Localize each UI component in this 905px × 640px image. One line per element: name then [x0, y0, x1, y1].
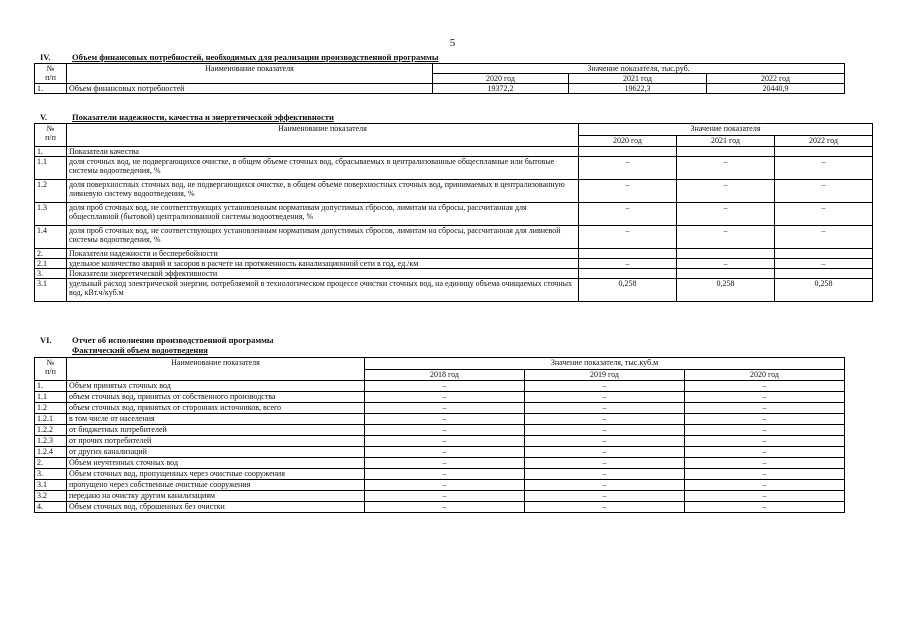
table-row: [35, 269, 873, 279]
row-value: –: [685, 381, 845, 392]
row-name: объем сточных вод, принятых от сторонних источников, всего: [67, 403, 365, 414]
row-value: –: [685, 469, 845, 480]
row-number: 3.1: [35, 279, 67, 302]
header-year: 2020 год: [685, 370, 845, 381]
row-value: –: [525, 403, 685, 414]
table-row: [35, 381, 845, 392]
header-year: 2021 год: [677, 136, 775, 147]
row-value: [775, 249, 873, 259]
section-6-number: VI.: [40, 335, 52, 345]
table-row: [35, 447, 845, 458]
table-row: [35, 403, 845, 414]
row-name: Показатели энергетической эффективности: [67, 269, 579, 279]
row-number: 1.: [35, 84, 67, 94]
row-number: 1.: [35, 381, 67, 392]
row-value: [579, 269, 677, 279]
row-name: Показатели качества: [67, 147, 579, 157]
row-name: Объем сточных вод, сброшенных без очистки: [67, 502, 365, 513]
row-value: –: [685, 392, 845, 403]
row-number: 1.1: [35, 392, 67, 403]
header-number: № п/п: [35, 358, 67, 381]
row-number: 1.2.2: [35, 425, 67, 436]
row-value: –: [677, 157, 775, 180]
row-number: 4.: [35, 502, 67, 513]
row-number: 3.: [35, 469, 67, 480]
section-4-number: IV.: [40, 52, 51, 62]
row-value: –: [525, 414, 685, 425]
header-indicator-name: Наименование показателя: [67, 64, 433, 84]
page-number: 5: [449, 37, 456, 49]
header-value: Значение показателя, тыс.куб.м: [365, 358, 845, 370]
header-year: 2019 год: [525, 370, 685, 381]
row-value: 0,258: [677, 279, 775, 302]
table-row: [35, 480, 845, 491]
section-5-number: V.: [40, 112, 48, 122]
row-value: –: [677, 180, 775, 203]
table-row: [35, 157, 873, 180]
row-value: –: [685, 403, 845, 414]
row-value: –: [685, 502, 845, 513]
row-value: [775, 147, 873, 157]
row-name: доля проб сточных вод, не соответствующих установленным нормативам допустимых сбросов, лимитам на сбросы, рассчитанная для общесплавной (бытовой) централизованной системы водоотведения, %: [67, 203, 579, 226]
row-value: –: [525, 491, 685, 502]
row-value: –: [525, 392, 685, 403]
table-row: [35, 226, 873, 249]
row-name: удельное количество аварий и засоров в расчете на протяженность канализационной сети в год, ед./км: [67, 259, 579, 269]
row-name: Объем сточных вод, пропущенных через очистные сооружения: [67, 469, 365, 480]
section-5-title: Показатели надежности, качества и энергетической эффективности: [72, 112, 334, 122]
row-number: 3.1: [35, 480, 67, 491]
row-name: удельный расход электрической энергии, потребляемой в технологическом процессе очистки сточных вод, на единицу объема очищаемых сточных вод, кВт.ч/куб.м: [67, 279, 579, 302]
table-row: [35, 458, 845, 469]
table-row: [35, 203, 873, 226]
table-row: [35, 84, 845, 94]
row-value: –: [365, 469, 525, 480]
row-number: 2.: [35, 249, 67, 259]
section-6-heading: [40, 335, 274, 345]
row-number: 1.3: [35, 203, 67, 226]
row-value: –: [685, 447, 845, 458]
row-number: 1.2: [35, 180, 67, 203]
row-name: Объем принятых сточных вод: [67, 381, 365, 392]
row-value: –: [525, 502, 685, 513]
row-value: –: [685, 436, 845, 447]
row-value: –: [365, 502, 525, 513]
row-value: –: [525, 436, 685, 447]
row-name: объем сточных вод, принятых от собственного производства: [67, 392, 365, 403]
row-number: 1.2.3: [35, 436, 67, 447]
header-year: 2021 год: [569, 74, 707, 84]
row-number: 1.2: [35, 403, 67, 414]
row-value: –: [525, 458, 685, 469]
row-value: –: [525, 480, 685, 491]
row-value: –: [685, 480, 845, 491]
row-value: –: [365, 491, 525, 502]
row-value: –: [525, 469, 685, 480]
row-value: –: [525, 425, 685, 436]
row-value: –: [579, 157, 677, 180]
row-name: доля сточных вод, не подвергающихся очистке, в общем объеме сточных вод, сбрасываемых в централизованные общесплавные или бытовые системы водоотведения, %: [67, 157, 579, 180]
row-value: –: [677, 203, 775, 226]
header-value: Значение показателя, тыс.руб.: [433, 64, 845, 74]
row-name: Объем финансовых потребностей: [67, 84, 433, 94]
row-name: в том числе от населения: [67, 414, 365, 425]
table-row: [35, 436, 845, 447]
row-value: –: [579, 180, 677, 203]
row-value: –: [365, 425, 525, 436]
table-row: [35, 425, 845, 436]
row-name: от других канализаций: [67, 447, 365, 458]
row-value: 0,258: [775, 279, 873, 302]
section-4-title: Объем финансовых потребностей, необходимых для реализации производственной программы: [72, 52, 439, 62]
row-value: –: [579, 203, 677, 226]
row-value: [579, 147, 677, 157]
row-value: –: [775, 259, 873, 269]
header-year: 2022 год: [775, 136, 873, 147]
row-value: –: [525, 381, 685, 392]
row-name: пропущено через собственные очистные сооружения: [67, 480, 365, 491]
row-value: 19372,2: [433, 84, 569, 94]
table-row: [35, 279, 873, 302]
table-row: [35, 259, 873, 269]
row-name: Показатели надежности и бесперебойности: [67, 249, 579, 259]
financial-needs-table: [34, 63, 845, 94]
row-value: 0,258: [579, 279, 677, 302]
row-number: 2.: [35, 458, 67, 469]
row-value: –: [365, 403, 525, 414]
row-name: от прочих потребителей: [67, 436, 365, 447]
row-value: –: [685, 414, 845, 425]
row-value: [579, 249, 677, 259]
table-row: [35, 469, 845, 480]
table-row: [35, 491, 845, 502]
section-4-heading: [40, 52, 438, 62]
row-number: 2.1: [35, 259, 67, 269]
row-value: 19622,3: [569, 84, 707, 94]
row-number: 1.1: [35, 157, 67, 180]
header-year: 2020 год: [433, 74, 569, 84]
row-value: –: [365, 414, 525, 425]
header-indicator-name: Наименование показателя: [67, 358, 365, 381]
header-indicator-name: Наименование показателя: [67, 124, 579, 147]
table-row: [35, 180, 873, 203]
row-value: –: [685, 425, 845, 436]
row-name: от бюджетных потребителей: [67, 425, 365, 436]
row-value: –: [365, 447, 525, 458]
row-value: –: [685, 458, 845, 469]
row-value: –: [685, 491, 845, 502]
row-number: 1.4: [35, 226, 67, 249]
row-value: 20440,9: [707, 84, 845, 94]
row-value: [677, 147, 775, 157]
header-year: 2020 год: [579, 136, 677, 147]
table-row: [35, 414, 845, 425]
row-value: –: [365, 480, 525, 491]
row-number: 3.: [35, 269, 67, 279]
section-5-heading: [40, 112, 334, 122]
row-value: –: [775, 180, 873, 203]
row-value: –: [579, 226, 677, 249]
row-value: [677, 269, 775, 279]
row-number: 3.2: [35, 491, 67, 502]
header-value: Значение показателя: [579, 124, 873, 136]
row-value: –: [677, 259, 775, 269]
row-number: 1.: [35, 147, 67, 157]
row-value: [677, 249, 775, 259]
row-value: –: [365, 392, 525, 403]
table-row: [35, 502, 845, 513]
reliability-indicators-table: [34, 123, 873, 302]
row-value: [775, 269, 873, 279]
row-name: доля проб сточных вод, не соответствующих установленным нормативам допустимых сбросов, лимитам на сбросы, рассчитанная для ливневой системы водоотведения, %: [67, 226, 579, 249]
section-6-subtitle: Фактический объем водоотведения: [72, 345, 208, 355]
header-year: 2018 год: [365, 370, 525, 381]
row-value: –: [775, 157, 873, 180]
header-number: № п/п: [35, 64, 67, 84]
row-number: 1.2.1: [35, 414, 67, 425]
row-name: передано на очистку другим канализациям: [67, 491, 365, 502]
row-name: доля поверхностных сточных вод, не подвергающихся очистке, в общем объеме поверхностных сточных вод, принимаемых в централизованную ливневую систему водоотведения, %: [67, 180, 579, 203]
wastewater-volume-table: [34, 357, 845, 513]
row-name: Объем неучтенных сточных вод: [67, 458, 365, 469]
row-value: –: [365, 458, 525, 469]
row-value: –: [365, 381, 525, 392]
table-row: [35, 147, 873, 157]
header-year: 2022 год: [707, 74, 845, 84]
row-value: –: [775, 203, 873, 226]
table-row: [35, 249, 873, 259]
table-row: [35, 392, 845, 403]
row-value: –: [365, 436, 525, 447]
row-value: –: [677, 226, 775, 249]
row-number: 1.2.4: [35, 447, 67, 458]
section-6-title: Отчет об исполнении производственной программы: [72, 335, 274, 345]
row-value: –: [775, 226, 873, 249]
row-value: –: [579, 259, 677, 269]
row-value: –: [525, 447, 685, 458]
header-number: № п/п: [35, 124, 67, 147]
